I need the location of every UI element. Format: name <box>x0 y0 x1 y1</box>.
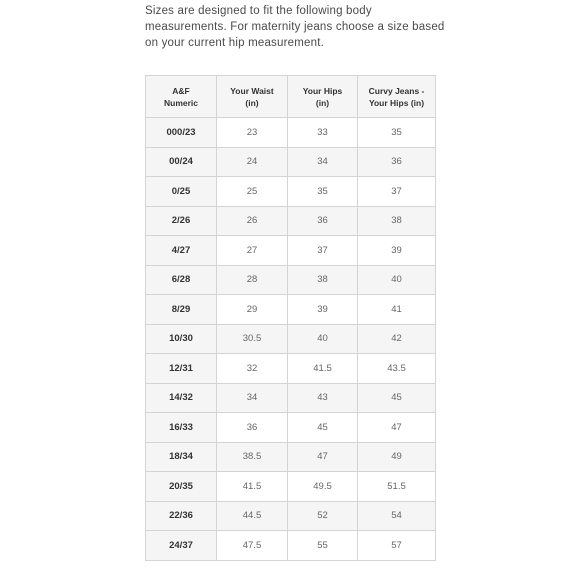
waist-cell: 23 <box>217 118 288 148</box>
curvy-hips-cell: 47 <box>358 413 436 443</box>
curvy-hips-cell: 37 <box>358 177 436 207</box>
waist-cell: 32 <box>217 354 288 384</box>
curvy-hips-cell: 43.5 <box>358 354 436 384</box>
waist-cell: 38.5 <box>217 442 288 472</box>
header-your-hips: Your Hips (in) <box>288 76 358 118</box>
curvy-hips-cell: 45 <box>358 383 436 413</box>
table-row <box>146 413 436 443</box>
hips-cell: 47 <box>288 442 358 472</box>
waist-cell: 34 <box>217 383 288 413</box>
curvy-hips-cell: 39 <box>358 236 436 266</box>
waist-cell: 47.5 <box>217 531 288 561</box>
size-cell: 12/31 <box>146 354 217 384</box>
table-row <box>146 442 436 472</box>
hips-cell: 45 <box>288 413 358 443</box>
curvy-hips-cell: 57 <box>358 531 436 561</box>
waist-cell: 30.5 <box>217 324 288 354</box>
curvy-hips-cell: 41 <box>358 295 436 325</box>
curvy-hips-cell: 49 <box>358 442 436 472</box>
waist-cell: 41.5 <box>217 472 288 502</box>
header-curvy-hips: Curvy Jeans - Your Hips (in) <box>358 76 436 118</box>
hips-cell: 40 <box>288 324 358 354</box>
table-header-row <box>146 76 436 118</box>
size-chart-table <box>145 75 436 561</box>
hips-cell: 55 <box>288 531 358 561</box>
table-row <box>146 118 436 148</box>
size-cell: 22/36 <box>146 501 217 531</box>
hips-cell: 49.5 <box>288 472 358 502</box>
hips-cell: 43 <box>288 383 358 413</box>
size-cell: 000/23 <box>146 118 217 148</box>
size-cell: 24/37 <box>146 531 217 561</box>
size-cell: 14/32 <box>146 383 217 413</box>
size-cell: 16/33 <box>146 413 217 443</box>
waist-cell: 24 <box>217 147 288 177</box>
curvy-hips-cell: 42 <box>358 324 436 354</box>
waist-cell: 36 <box>217 413 288 443</box>
table-row <box>146 324 436 354</box>
curvy-hips-cell: 36 <box>358 147 436 177</box>
size-cell: 10/30 <box>146 324 217 354</box>
table-row <box>146 531 436 561</box>
hips-cell: 41.5 <box>288 354 358 384</box>
size-cell: 4/27 <box>146 236 217 266</box>
size-cell: 20/35 <box>146 472 217 502</box>
hips-cell: 38 <box>288 265 358 295</box>
waist-cell: 28 <box>217 265 288 295</box>
size-cell: 6/28 <box>146 265 217 295</box>
waist-cell: 27 <box>217 236 288 266</box>
table-body <box>146 118 436 561</box>
hips-cell: 33 <box>288 118 358 148</box>
size-cell: 0/25 <box>146 177 217 207</box>
waist-cell: 25 <box>217 177 288 207</box>
curvy-hips-cell: 35 <box>358 118 436 148</box>
size-guide-intro: Sizes are designed to fit the following body measurements. For maternity jeans choose a size based on your current hip measurement. <box>145 5 445 49</box>
hips-cell: 36 <box>288 206 358 236</box>
waist-cell: 26 <box>217 206 288 236</box>
header-your-waist: Your Waist (in) <box>217 76 288 118</box>
size-cell: 2/26 <box>146 206 217 236</box>
hips-cell: 35 <box>288 177 358 207</box>
size-cell: 8/29 <box>146 295 217 325</box>
hips-cell: 52 <box>288 501 358 531</box>
table-row <box>146 265 436 295</box>
table-row <box>146 295 436 325</box>
curvy-hips-cell: 40 <box>358 265 436 295</box>
curvy-hips-cell: 54 <box>358 501 436 531</box>
table-row <box>146 236 436 266</box>
waist-cell: 29 <box>217 295 288 325</box>
size-cell: 18/34 <box>146 442 217 472</box>
table-row <box>146 501 436 531</box>
header-af-numeric: A&F Numeric <box>146 76 217 118</box>
table-row <box>146 383 436 413</box>
waist-cell: 44.5 <box>217 501 288 531</box>
curvy-hips-cell: 38 <box>358 206 436 236</box>
size-cell: 00/24 <box>146 147 217 177</box>
table-row <box>146 147 436 177</box>
table-row <box>146 354 436 384</box>
table-row <box>146 177 436 207</box>
table-row <box>146 472 436 502</box>
curvy-hips-cell: 51.5 <box>358 472 436 502</box>
table-row <box>146 206 436 236</box>
hips-cell: 37 <box>288 236 358 266</box>
hips-cell: 39 <box>288 295 358 325</box>
hips-cell: 34 <box>288 147 358 177</box>
